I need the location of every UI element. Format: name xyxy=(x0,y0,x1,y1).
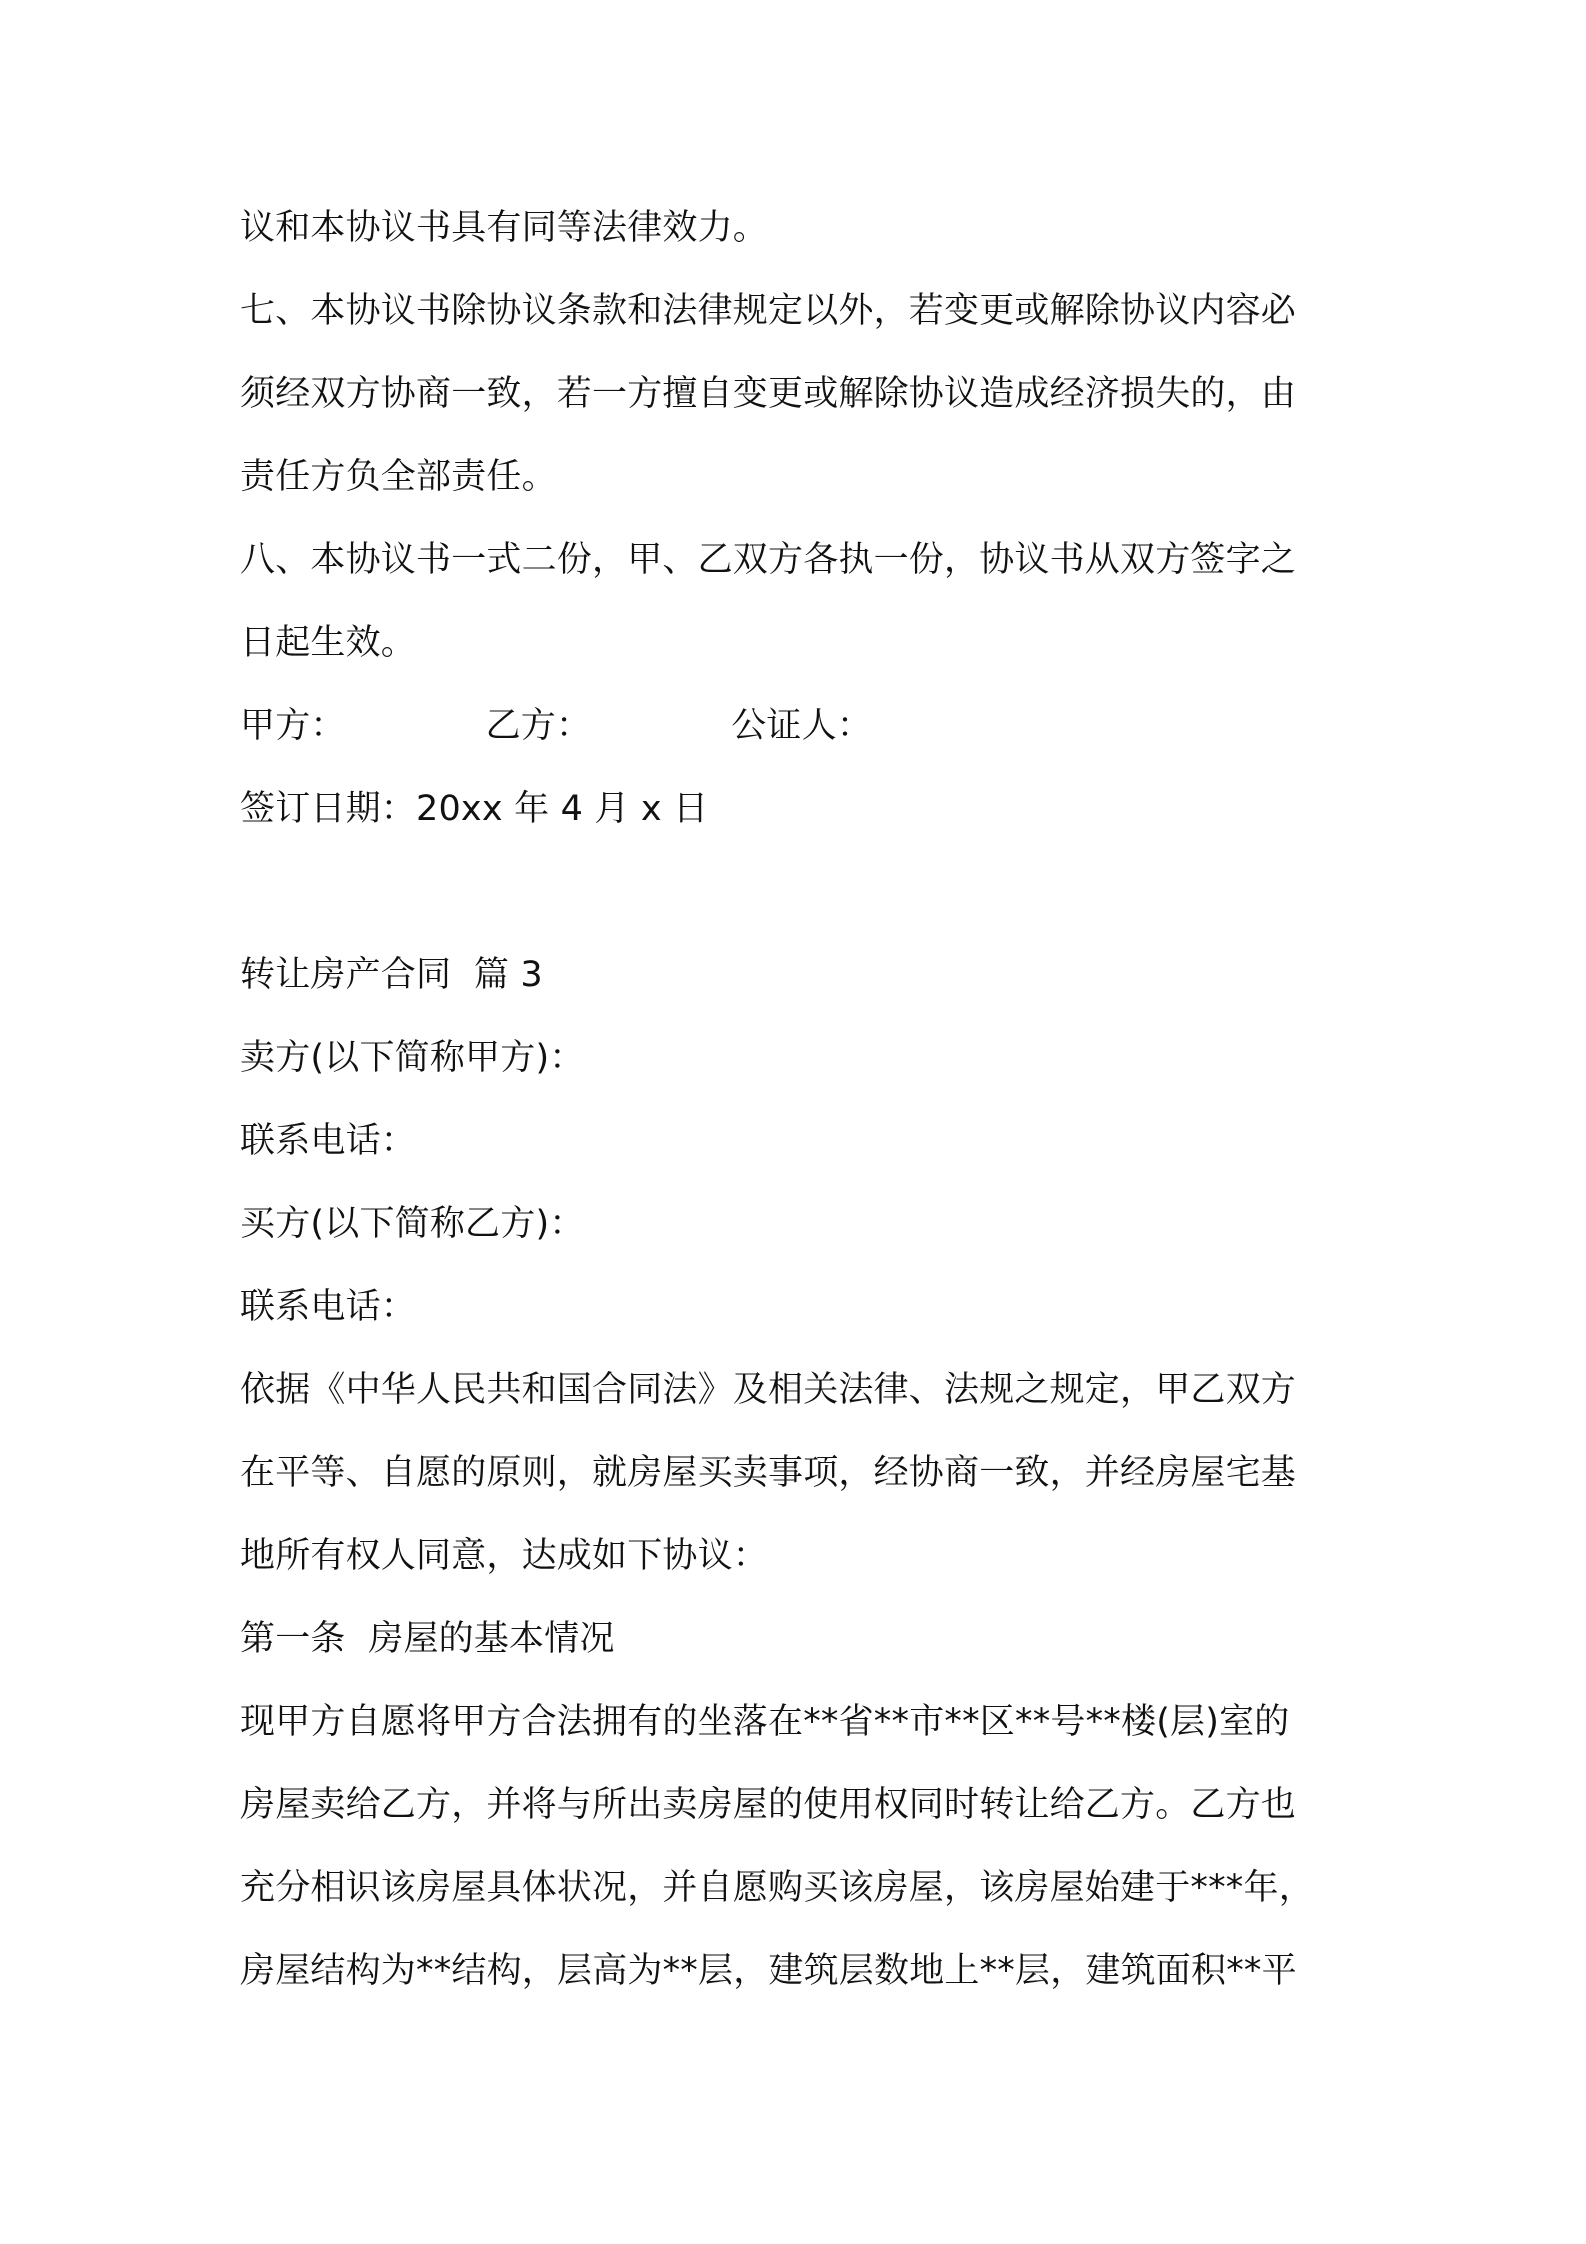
buyer-phone-line: 联系电话： xyxy=(240,1287,417,1327)
clause-seven-line-3: 责任方负全部责任。 xyxy=(240,457,557,497)
preamble-line-2: 在平等、自愿的原则，就房屋买卖事项，经协商一致，并经房屋宅基 xyxy=(240,1453,1297,1493)
signing-date: 签订日期：20xx 年 4 月 x 日 xyxy=(240,789,709,829)
clause-seven-line-2: 须经双方协商一致，若一方擅自变更或解除协议造成经济损失的，由 xyxy=(240,374,1297,414)
seller-line: 卖方(以下简称甲方)： xyxy=(240,1038,585,1078)
clause-eight-line-2: 日起生效。 xyxy=(240,623,417,663)
section-title: 转让房产合同 篇 3 xyxy=(240,955,543,995)
article-one-line-4: 房屋结构为**结构，层高为**层，建筑层数地上**层，建筑面积**平 xyxy=(240,1951,1297,1991)
notary-label: 公证人： xyxy=(731,706,873,746)
article-one-heading: 第一条 房屋的基本情况 xyxy=(240,1619,615,1659)
buyer-line: 买方(以下简称乙方)： xyxy=(240,1204,585,1244)
party-a-label: 甲方： xyxy=(240,706,346,746)
party-b-label: 乙方： xyxy=(485,706,592,746)
clause-seven-line-1: 七、本协议书除协议条款和法律规定以外，若变更或解除协议内容必 xyxy=(240,291,1297,331)
signature-line xyxy=(240,702,872,750)
text-line: 议和本协议书具有同等法律效力。 xyxy=(240,208,769,248)
article-one-line-2: 房屋卖给乙方，并将与所出卖房屋的使用权同时转让给乙方。乙方也 xyxy=(240,1785,1297,1825)
article-one-line-1: 现甲方自愿将甲方合法拥有的坐落在**省**市**区**号**楼(层)室的 xyxy=(240,1702,1290,1742)
preamble-line-3: 地所有权人同意，达成如下协议： xyxy=(240,1536,769,1576)
article-one-line-3: 充分相识该房屋具体状况，并自愿购买该房屋，该房屋始建于***年， xyxy=(240,1868,1314,1908)
clause-eight-line-1: 八、本协议书一式二份，甲、乙双方各执一份，协议书从双方签字之 xyxy=(240,540,1297,580)
preamble-line-1: 依据《中华人民共和国合同法》及相关法律、法规之规定，甲乙双方 xyxy=(240,1370,1297,1410)
seller-phone-line: 联系电话： xyxy=(240,1121,417,1161)
